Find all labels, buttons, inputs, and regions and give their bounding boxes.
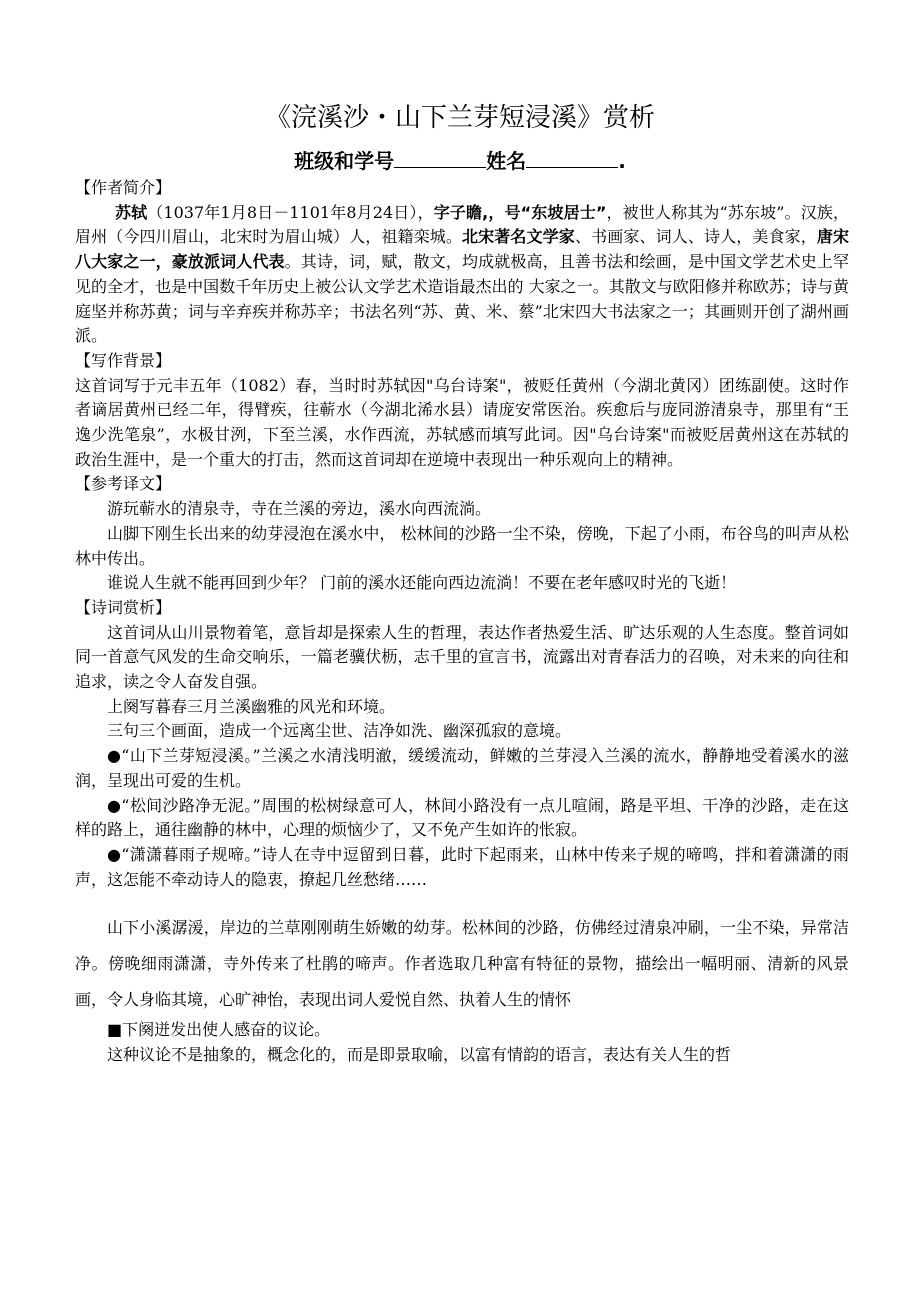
appreciation-bullet-3: ●“潇潇暮雨子规啼。”诗人在寺中逗留到日暮，此时下起雨来，山林中传来子规的啼鸣，拌和着潇潇的雨声，这怎能不牵动诗人的隐衷，撩起几丝愁绪…… [75,844,849,889]
name-label: 姓名 [486,149,527,173]
class-number-label: 班级和学号 [294,149,395,173]
author-name: 苏轼 [115,202,148,222]
translation-paragraph-3: 谁说人生就不能再回到少年？ 门前的溪水还能向西边流淌！不要在老年感叹时光的飞逝！ [107,573,737,593]
author-text-4: 。其诗，词，赋，散文，均成就极高，且善书法和绘画，是中国文学艺术史上罕见的全才，也是中国数千年历史上被公认文学艺术造诣最杰出的 大家之一。其散文与欧阳修并称欧苏；诗与黄庭坚并称苏黄；词与辛弃疾并称苏辛；书法名列“苏、黄、米、蔡”北宋四大书法家之一；其画则开创了湖州画派。 [75,252,849,346]
appreciation-paragraph-scenery: 山下小溪潺湲，岸边的兰草刚刚萌生娇嫩的幼芽。松林间的沙路，仿佛经过清泉冲刷，一尘不染，异常洁净。傍晚细雨潇潇，寺外传来了杜鹃的啼声。作者选取几种富有特征的景物，描绘出一幅明丽、清新的风景画，令人身临其境，心旷神怡，表现出词人爱悦自然、执着人生的情怀 [75,918,849,1010]
appreciation-heading: 【诗词赏析】 [75,597,172,617]
translation-paragraph-2: 山脚下刚生长出来的幼芽浸泡在溪水中， 松林间的沙路一尘不染，傍晚，下起了小雨，布谷鸟的叫声从松林中传出。 [75,523,849,568]
appreciation-bullet-2: ●“松间沙路净无泥。”周围的松树绿意可人，林间小路没有一点儿喧闹，路是平坦、干净的沙路，走在这样的路上，通往幽静的林中，心理的烦恼少了，又不免产生如许的怅寂。 [75,795,849,840]
paragraph-gap [75,892,849,910]
author-text-3: 、书画家、词人、诗人，美食家， [574,227,817,247]
class-number-blank[interactable] [394,147,486,168]
appreciation-paragraph-1: 这首词从山川景物着笔，意旨却是探索人生的哲理，表达作者热爱生活、旷达乐观的人生态度。整首词如同一首意气风发的生命交响乐，一篇老骥伏枥，志千里的宣言书，流露出对青春活力的召唤，对未来的向往和追求，读之令人奋发自强。 [75,622,849,692]
document-body [75,176,849,1068]
appreciation-paragraph-3: 三句三个画面，造成一个远离尘世、洁净如洗、幽深孤寂的意境。 [107,721,572,741]
end-mark: . [618,149,626,173]
appreciation-paragraph-2: 上阕写暮春三月兰溪幽雅的风光和环境。 [107,696,396,716]
background-heading: 【写作背景】 [75,350,172,370]
author-text-2: ，被世人称其为“苏东坡”。汉族，眉州（今四川眉山，北宋时为眉山城）人，祖籍栾城。 [75,202,849,247]
author-paragraph [75,201,849,349]
background-paragraph: 这首词写于元丰五年（1082）春，当时时苏轼因"乌台诗案"，被贬任黄州（今湖北黄冈）团练副使。这时作者谪居黄州已经二年，得臂疾，往蕲水（今湖北浠水县）请庞安常医治。疾愈后与庞同游清泉寺，那里有“王逸少洗笔泉”，水极甘洌，下至兰溪，水作西流，苏轼感而填写此词。因"乌台诗案"而被贬居黄州这在苏轼的政治生涯中，是一个重大的打击，然而这首词却在逆境中表现出一种乐观向上的精神。 [75,375,849,469]
author-heading: 【作者简介】 [75,178,172,197]
translation-heading: 【参考译文】 [75,474,172,494]
appreciation-paragraph-discussion: 这种议论不是抽象的，概念化的，而是即景取喻，以富有情韵的语言，表达有关人生的哲 [107,1045,732,1065]
name-blank[interactable] [526,147,618,168]
appreciation-paragraph-lower: ■下阕迸发出使人感奋的议论。 [107,1020,331,1040]
author-style-name: 字子瞻,，号“东坡居士” [433,202,607,222]
author-dates: （1037年1月8日－1101年8月24日）， [147,202,434,222]
student-info-line [0,146,920,176]
translation-paragraph-1: 游玩蕲水的清泉寺，寺在兰溪的旁边，溪水向西流淌。 [107,499,492,519]
page-title: 《浣溪沙・山下兰芽短浸溪》赏析 [264,103,655,133]
author-highlight-2: 唐宋八大家之一，豪放派词人代表 [75,227,849,272]
appreciation-bullet-1: ●“山下兰芽短浸溪。”兰溪之水清浅明澈，缓缓流动，鲜嫩的兰芽浸入兰溪的流水，静静地受着溪水的滋润，呈现出可爱的生机。 [75,746,849,790]
author-highlight-1: 北宋著名文学家 [462,227,575,247]
